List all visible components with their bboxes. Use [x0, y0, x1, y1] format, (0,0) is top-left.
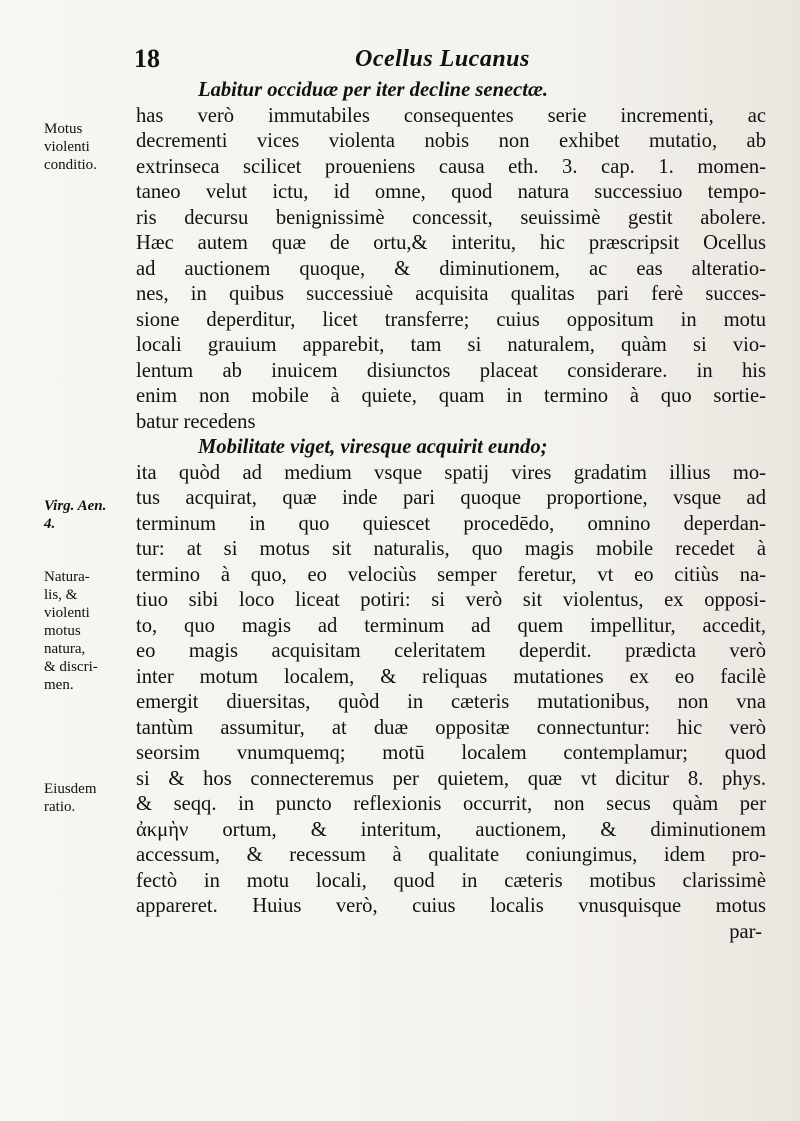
- margin-note-line: natura,: [44, 641, 86, 657]
- text-line: eo magis acquisitam celeritatem deperdit. prædicta verò: [136, 640, 766, 662]
- text-line: ris decursu benignissimè concessit, seuissimè gestit abolere.: [136, 206, 766, 229]
- margin-note-line: Virg. Aen.: [44, 498, 107, 514]
- text-line: sione deperditur, licet transferre; cuius oppositum in motu: [136, 308, 766, 331]
- margin-note-virgil-reference: [44, 497, 128, 533]
- text-line: terminum in quo quiescet procedēdo, omnino deperdan-: [136, 512, 766, 535]
- page-header: [130, 44, 770, 80]
- text-line: batur recedens: [136, 410, 256, 433]
- text-line: has verò immutabiles consequentes serie incrementi, ac: [136, 104, 766, 127]
- text-line: tus acquirat, quæ inde pari quoque proportione, vsque ad: [136, 487, 766, 509]
- text-line: tur: at si motus sit naturalis, quo magis mobile recedet à: [136, 538, 766, 560]
- text-line: to, quo magis ad terminum ad quem impellitur, accedit,: [136, 614, 766, 637]
- margin-note-line: Motus: [44, 121, 83, 137]
- text-line: Labitur occiduæ per iter decline senectæ.: [198, 79, 549, 101]
- margin-note-line: men.: [44, 677, 74, 693]
- text-line: ἀκμὴν ortum, & interitum, auctionem, & diminutionem: [136, 818, 766, 841]
- margin-note-line: motus: [44, 623, 81, 639]
- text-line: par-: [729, 920, 762, 943]
- text-line: accessum, & recessum à qualitate coniungimus, idem pro-: [136, 844, 766, 866]
- text-line: termino à quo, eo velociùs semper feretur, vt eo citiùs na-: [136, 563, 766, 586]
- text-line: Hæc autem quæ de ortu,& interitu, hic præscripsit Ocellus: [136, 232, 766, 254]
- text-line: appareret. Huius verò, cuius localis vnusquisque motus: [136, 895, 766, 917]
- text-line: taneo velut ictu, id omne, quod natura successiuo tempo-: [136, 181, 766, 203]
- body-text: [136, 78, 766, 945]
- text-line: enim non mobile à quiete, quam in termino à quo sortie-: [136, 385, 766, 407]
- margin-note-line: Natura-: [44, 569, 90, 585]
- margin-note-line: violenti: [44, 605, 90, 621]
- margin-note-naturalis-motus: [44, 568, 128, 694]
- text-line: lentum ab inuicem disiunctos placeat considerare. in his: [136, 359, 766, 382]
- text-line: ita quòd ad medium vsque spatij vires gradatim illius mo-: [136, 461, 766, 484]
- text-line: tiuo sibi loco liceat potiri: si verò sit violentus, ex opposi-: [136, 589, 766, 611]
- margin-note-eiusdem-ratio: [44, 780, 128, 816]
- text-line: si & hos connecteremus per quietem, quæ vt dicitur 8. phys.: [136, 767, 766, 790]
- text-line: seorsim vnumquemq; motū localem contemplamur; quod: [136, 742, 766, 764]
- margin-note-line: & discri-: [44, 659, 98, 675]
- text-line: locali grauium apparebit, tam si naturalem, quàm si vio-: [136, 334, 766, 356]
- margin-note-line: lis, &: [44, 587, 78, 603]
- text-line: nes, in quibus successiuè acquisita qualitas pari ferè succes-: [136, 283, 766, 305]
- margin-note-line: Eiusdem: [44, 781, 97, 797]
- margin-note-line: 4.: [44, 516, 56, 532]
- text-line: decrementi vices violenta nobis non exhibet mutatio, ab: [136, 130, 766, 152]
- margin-note-motus-violenti: [44, 120, 128, 174]
- margin-note-line: violenti: [44, 139, 90, 155]
- text-line: tantùm assumitur, at duæ oppositæ connectuntur: hic verò: [136, 716, 766, 739]
- text-line: & seqq. in puncto reflexionis occurrit, non secus quàm per: [136, 793, 766, 815]
- margin-note-line: ratio.: [44, 799, 76, 815]
- text-line: ad auctionem quoque, & diminutionem, ac eas alteratio-: [136, 257, 766, 280]
- margin-note-line: conditio.: [44, 157, 97, 173]
- running-title: Ocellus Lucanus: [355, 46, 530, 72]
- text-line: emergit diuersitas, quòd in cæteris mutationibus, non vna: [136, 691, 766, 713]
- text-line: extrinseca scilicet proueniens causa eth. 3. cap. 1. momen-: [136, 155, 766, 178]
- text-line: fectò in motu locali, quod in cæteris motibus clarissimè: [136, 869, 766, 892]
- page-number: 18: [134, 44, 160, 73]
- text-line: Mobilitate viget, viresque acquirit eundo;: [198, 436, 548, 458]
- text-line: inter motum localem, & reliquas mutationes ex eo facilè: [136, 665, 766, 688]
